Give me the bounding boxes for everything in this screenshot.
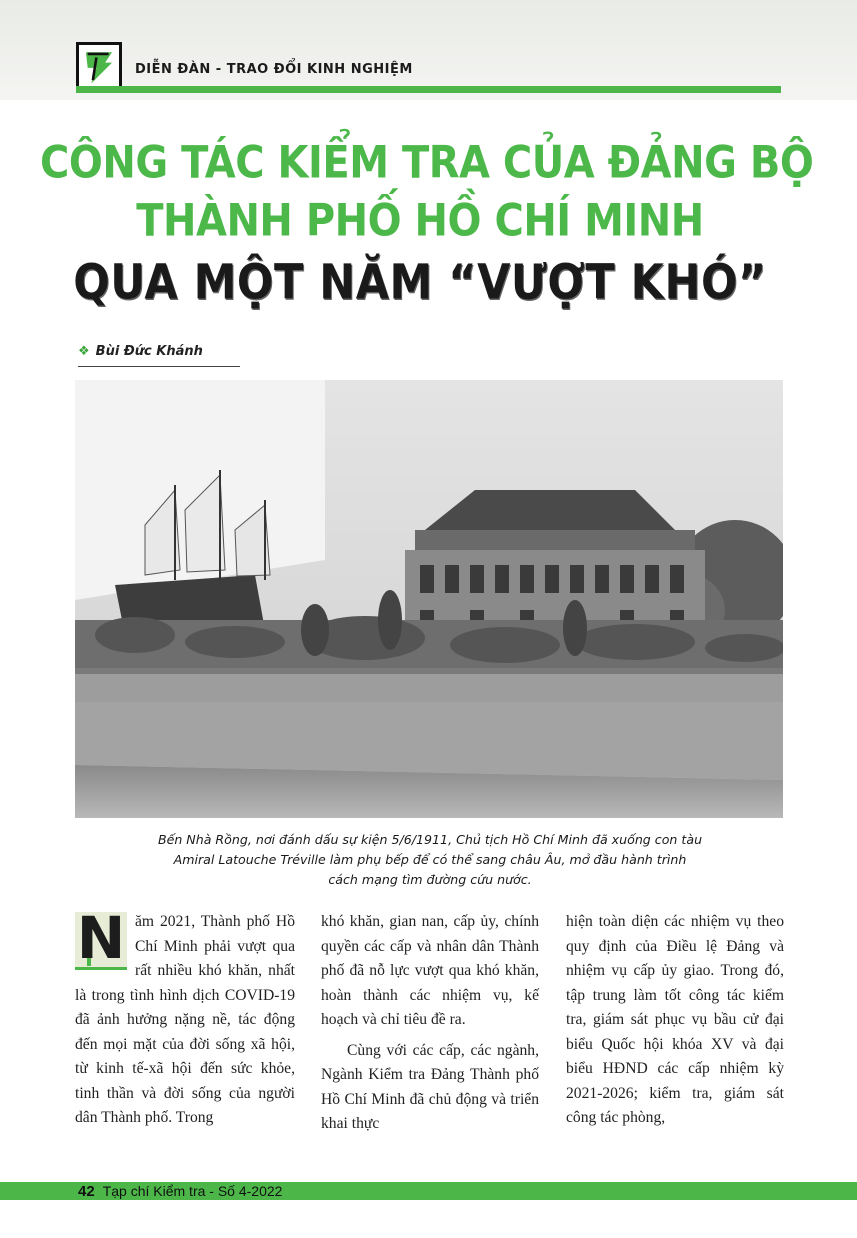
magazine-logo-icon	[76, 42, 122, 92]
body-column-3	[566, 910, 784, 1137]
header-band	[0, 0, 857, 100]
body-column-1	[75, 904, 295, 1137]
article-title-line2: THÀNH PHỐ HỒ CHÍ MINH	[136, 195, 704, 247]
article-title-line1: CÔNG TÁC KIỂM TRA CỦA ĐẢNG BỘ	[40, 137, 814, 189]
dropcap-letter: N	[76, 904, 126, 972]
dropcap	[75, 904, 127, 972]
caption-line: Amiral Latouche Tréville làm phụ bếp để có thể sang châu Âu, mở đầu hành trình	[173, 852, 687, 867]
article-photo	[75, 380, 783, 818]
author-byline	[78, 344, 203, 359]
author-name: Bùi Đức Khánh	[95, 344, 203, 359]
header-rule	[76, 86, 781, 93]
paragraph: Cùng với các cấp, các ngành, Ngành Kiểm tra Đảng Thành phố Hồ Chí Minh đã chủ động và triển khai thực	[321, 1041, 539, 1132]
page-number: 42	[78, 1183, 95, 1200]
magazine-issue: Tạp chí Kiểm tra - Số 4-2022	[102, 1183, 283, 1199]
paragraph: ăm 2021, Thành phố Hồ Chí Minh phải vượt qua rất nhiều khó khăn, nhất là trong tình hình dịch COVID-19 đã ảnh hưởng nặng nề, tác động đến mọi mặt của đời sống xã hội, từ kinh tế-xã hội đến sức khỏe, tinh thần và đời sống của người dân Thành phố. Trong	[75, 913, 295, 1126]
paragraph: khó khăn, gian nan, cấp ủy, chính quyền các cấp và nhân dân Thành phố đã nỗ lực vượt qua khó khăn, hoàn thành các nhiệm vụ, kế hoạch và chỉ tiêu đề ra.	[321, 913, 539, 1028]
section-label: DIỄN ĐÀN - TRAO ĐỔI KINH NGHIỆM	[135, 62, 413, 77]
byline-underline	[78, 366, 240, 367]
photo-caption	[100, 830, 760, 890]
caption-line: cách mạng tìm đường cứu nước.	[328, 872, 532, 887]
article-title-line3: QUA MỘT NĂM “VƯỢT KHÓ”	[73, 255, 767, 311]
caption-line: Bến Nhà Rồng, nơi đánh dấu sự kiện 5/6/1911, Chủ tịch Hồ Chí Minh đã xuống con tàu	[157, 832, 703, 847]
diamond-bullet-icon: ❖	[78, 344, 90, 359]
body-column-2	[321, 910, 539, 1143]
paragraph: hiện toàn diện các nhiệm vụ theo quy định của Điều lệ Đảng và nhiệm vụ cấp ủy giao. Trong đó, tập trung làm tốt công tác kiểm tra, giám sát phục vụ bầu cử đại biểu Quốc hội khóa XV và đại biểu HĐND các cấp nhiệm kỳ 2021-2026; kiểm tra, giám sát công tác phòng,	[566, 913, 784, 1126]
footer	[78, 1180, 282, 1203]
